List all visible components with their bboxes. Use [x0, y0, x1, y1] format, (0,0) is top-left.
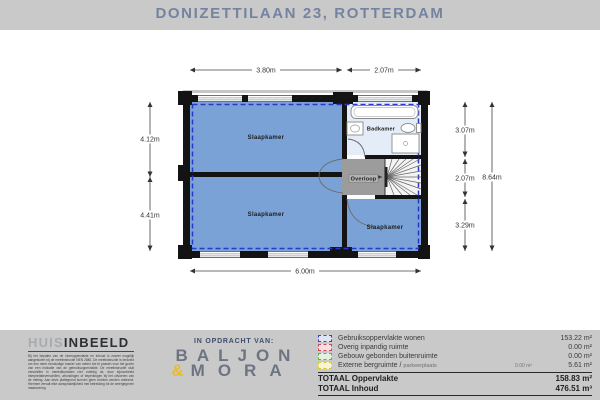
- dim-left-lower: [136, 177, 164, 251]
- svg-text:2.07m: 2.07m: [374, 67, 394, 75]
- legend-row: [318, 361, 592, 370]
- legend-row: [318, 334, 592, 343]
- shower: [392, 134, 419, 153]
- svg-text:3.07m: 3.07m: [455, 127, 475, 135]
- legend-separator: [318, 372, 592, 373]
- total-area-label: TOTAAL Oppervlakte: [318, 374, 399, 384]
- legend-value: 0.00 m²: [568, 353, 592, 360]
- toilet: [401, 124, 415, 133]
- logo-line2: [148, 363, 318, 378]
- legend-value: 153.22 m²: [560, 335, 592, 342]
- legend-label: Externe bergruimte /: [338, 362, 402, 369]
- sink: [347, 122, 363, 135]
- label-badkamer: Badkamer: [366, 126, 396, 133]
- svg-text:4.41m: 4.41m: [140, 212, 160, 220]
- commissioned-heading: IN OPDRACHT VAN:: [194, 338, 274, 345]
- svg-text:3.29m: 3.29m: [455, 222, 475, 230]
- legend-label-small: parkeerplaats: [403, 362, 437, 369]
- legend-row: [318, 352, 592, 361]
- dim-right-lower: [451, 199, 479, 251]
- logo-line2-text: MORA: [190, 361, 295, 380]
- swatch-external-storage: [318, 362, 332, 369]
- label-overloop: Overloop: [350, 176, 377, 183]
- label-slaapkamer-top: Slaapkamer: [247, 135, 285, 141]
- total-volume-label: TOTAAL Inhoud: [318, 383, 379, 393]
- svg-text:8.64m: 8.64m: [482, 174, 502, 182]
- logo-line1: BALJON: [175, 346, 300, 365]
- dim-right-middle: [451, 159, 479, 197]
- dim-top-right: [347, 66, 421, 75]
- dim-left-upper: [136, 102, 164, 177]
- area-legend: [318, 334, 592, 397]
- svg-text:6.00m: 6.00m: [295, 268, 315, 276]
- label-slaapkamer-bottom-left: Slaapkamer: [247, 212, 285, 218]
- disclaimer-text: Bij het bepalen van de vloeroppervlakte en inhoud is zoveel mogelijk aangesloten bij de meetinstructie NEN 2580. De meetinstructie is bedoeld om een meer eenduidige manier van meten toe te passen voor het geven van een indicatie van de gebruiksoppervlakte. De meetinstructie sluit verschillen in meetuitkomsten niet volledig uit, door bijvoorbeeld interpretatieverschillen, afrondingen of beperkingen bij het uitvoeren van de meting. Aan deze plattegrond kunnen geen rechten worden ontleend. Hiermee vervalt elke aansprakelijkheid met betrekking tot de weergegeven maatvoering.: [28, 354, 134, 390]
- toilet-tank: [417, 124, 422, 133]
- baljon-mora-logo: [148, 348, 318, 378]
- total-volume-value: 476.51 m³: [555, 383, 592, 393]
- swatch-usable-area: [318, 335, 332, 342]
- dim-top-left: [190, 66, 342, 75]
- total-area-row: [318, 374, 592, 384]
- svg-text:4.12m: 4.12m: [140, 136, 160, 144]
- huisinbeeld-logo: [28, 335, 134, 352]
- swatch-other-indoor: [318, 344, 332, 351]
- svg-text:3.80m: 3.80m: [256, 67, 276, 75]
- huisinbeeld-block: [28, 335, 134, 390]
- legend-mid-value: 0.00 m²: [515, 362, 532, 369]
- legend-value: 0.00 m²: [568, 344, 592, 351]
- legend-value: 5.61 m²: [568, 362, 592, 369]
- dim-right-upper: [451, 102, 479, 157]
- legend-separator-bottom: [318, 395, 592, 396]
- legend-label: Gebruiksoppervlakte wonen: [338, 335, 425, 342]
- total-volume-row: [318, 384, 592, 394]
- total-area-value: 158.83 m²: [555, 374, 592, 384]
- huisinbeeld-logo-light: HUIS: [28, 335, 64, 350]
- dim-right-total: [478, 102, 506, 251]
- swatch-building-outdoor: [318, 353, 332, 360]
- huisinbeeld-logo-bold: INBEELD: [63, 335, 130, 350]
- legend-row: [318, 343, 592, 352]
- ampersand-accent: &: [171, 361, 184, 380]
- svg-text:2.07m: 2.07m: [455, 175, 475, 183]
- floorplan-drawing: [130, 55, 515, 285]
- page-title: DONIZETTILAAN 23, ROTTERDAM: [155, 5, 445, 22]
- dim-bottom: [190, 267, 421, 276]
- label-slaapkamer-bottom-right: Slaapkamer: [366, 225, 404, 231]
- legend-label: Overig inpandig ruimte: [338, 344, 409, 351]
- legend-label: Gebouw gebonden buitenruimte: [338, 353, 438, 360]
- roof-edge: [183, 90, 428, 93]
